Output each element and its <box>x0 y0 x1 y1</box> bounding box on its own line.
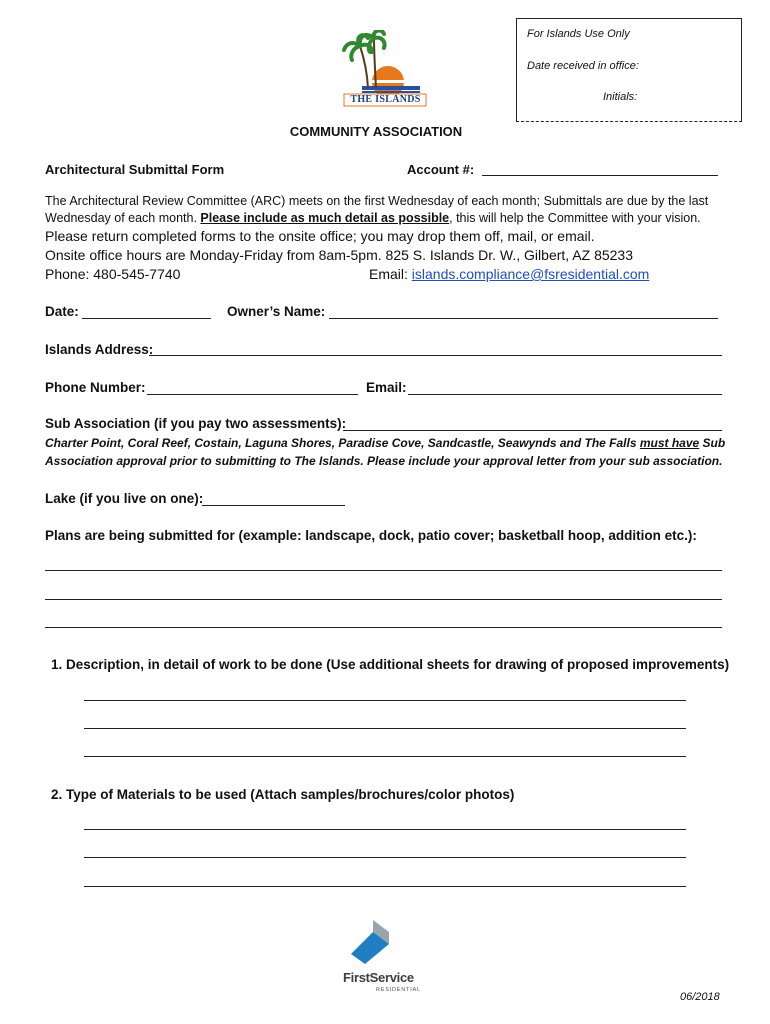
plans-field-line-3[interactable] <box>45 627 722 628</box>
brand-name: FirstService <box>343 970 414 985</box>
owner-name-field[interactable] <box>329 318 718 319</box>
firstservice-logo <box>340 918 430 998</box>
the-islands-logo <box>338 30 428 110</box>
sub-note-line-1 <box>45 434 745 452</box>
plans-field-line-1[interactable] <box>45 570 722 571</box>
email-label: Email: <box>366 380 407 395</box>
sub-association-note <box>45 434 745 470</box>
sub-note-text: Charter Point, Coral Reef, Costain, Laguna Shores, Paradise Cove, Sandcastle, Seawynds and The Falls <box>45 436 640 450</box>
intro-line-2-end: , this will help the Committee with your vision. <box>449 211 701 225</box>
email-field[interactable] <box>408 394 722 395</box>
return-instructions: Please return completed forms to the onsite office; you may drop them off, mail, or email. <box>45 228 595 244</box>
phone-number-field[interactable] <box>147 394 358 395</box>
plans-field-line-2[interactable] <box>45 599 722 600</box>
sub-association-field[interactable] <box>343 430 722 431</box>
materials-line-3[interactable] <box>84 886 686 887</box>
firstservice-mark-icon <box>345 918 395 970</box>
plans-label: Plans are being submitted for (example: landscape, dock, patio cover; basketball hoop, addition etc.): <box>45 528 697 543</box>
islands-address-label: Islands Address: <box>45 342 154 357</box>
initials-label: Initials: <box>603 91 638 103</box>
office-email-label: Email: <box>369 266 412 282</box>
page-title: COMMUNITY ASSOCIATION <box>289 124 463 139</box>
materials-heading: 2. Type of Materials to be used (Attach samples/brochures/color photos) <box>51 787 515 802</box>
office-email <box>369 265 649 284</box>
description-line-3[interactable] <box>84 756 686 757</box>
office-use-box <box>516 18 742 122</box>
must-have-emphasis: must have <box>639 436 700 450</box>
intro-line-2 <box>45 210 735 227</box>
lake-field[interactable] <box>202 505 345 506</box>
islands-address-field[interactable] <box>149 355 722 356</box>
logo-text: THE ISLANDS <box>350 94 421 105</box>
description-line-2[interactable] <box>84 728 686 729</box>
form-name: Architectural Submittal Form <box>45 162 225 177</box>
date-label: Date: <box>45 304 79 319</box>
description-line-1[interactable] <box>84 700 686 701</box>
intro-line-2-text: Wednesday of each month. <box>45 211 201 225</box>
materials-line-2[interactable] <box>84 857 686 858</box>
lake-label: Lake (if you live on one): <box>45 491 204 506</box>
account-field[interactable] <box>482 175 718 176</box>
account-label: Account #: <box>407 162 475 177</box>
materials-line-1[interactable] <box>84 829 686 830</box>
phone-number-label: Phone Number: <box>45 380 146 395</box>
brand-subtitle: RESIDENTIAL <box>376 987 421 993</box>
date-received-label: Date received in office: <box>527 60 639 72</box>
sub-association-label: Sub Association (if you pay two assessments): <box>45 416 347 431</box>
detail-emphasis: Please include as much detail as possible <box>200 211 450 225</box>
office-hours: Onsite office hours are Monday-Friday from 8am-5pm. 825 S. Islands Dr. W., Gilbert, AZ 85233 <box>45 247 633 263</box>
description-heading: 1. Description, in detail of work to be done (Use additional sheets for drawing of proposed improvements) <box>51 657 730 672</box>
intro-paragraph <box>45 193 735 227</box>
office-phone: Phone: 480-545-7740 <box>45 266 181 282</box>
owner-name-label: Owner’s Name: <box>227 304 326 319</box>
sub-note-line-2: Association approval prior to submitting to The Islands. Please include your approval letter from your sub association. <box>45 454 723 468</box>
revision-date: 06/2018 <box>680 991 720 1003</box>
intro-line-1: The Architectural Review Committee (ARC) meets on the first Wednesday of each month; Submittals are due by the last <box>45 194 709 208</box>
email-link[interactable]: islands.compliance@fsresidential.com <box>411 266 650 282</box>
office-use-heading: For Islands Use Only <box>527 28 630 40</box>
sub-note-mid: Sub <box>699 436 726 450</box>
date-field[interactable] <box>82 318 211 319</box>
